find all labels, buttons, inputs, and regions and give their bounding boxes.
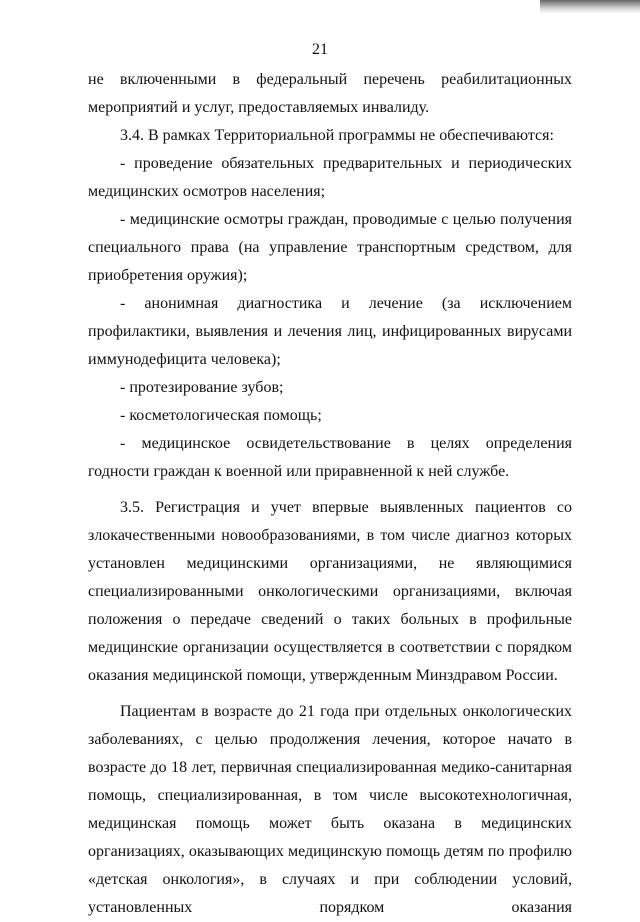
paragraph-section-3-4: 3.4. В рамках Территориальной программы не обеспечиваются: xyxy=(120,127,554,144)
list-item-special-right-exams: - медицинские осмотры граждан, проводимые с целью получения специального права (на управление транспортным средством, для приобретения оружия); xyxy=(88,211,572,284)
list-item-dental-prosthetics: - протезирование зубов; xyxy=(120,379,284,396)
paragraph-continuation: не включенными в федеральный перечень реабилитационных мероприятий и услуг, предоставляемых инвалиду. xyxy=(88,71,572,116)
page-number: 21 xyxy=(312,41,328,58)
list-item-cosmetology: - косметологическая помощь; xyxy=(120,407,322,424)
document-body xyxy=(88,66,572,922)
paragraph-patients-under-21: Пациентам в возрасте до 21 года при отдельных онкологических заболеваниях, с целью продолжения лечения, которое начато в возрасте до 18 лет, первичная специализированная медико-санитарная помощь, специализированная, в том числе высокотехнологичная, медицинская помощь может быть оказана в медицинских организациях, оказывающих медицинскую помощь детям по профилю «детская онкология», в случаях и при соблюдении условий, установленных порядком оказания xyxy=(88,703,572,916)
paragraph-section-3-5: 3.5. Регистрация и учет впервые выявленных пациентов со злокачественными новообразованиями, в том числе диагноз которых установлен медицинскими организациями, не являющимися специализированными онкологическими организациями, включая положения о передаче сведений о таких больных в профильные медицинские организации осуществляется в соответствии с порядком оказания медицинской помощи, утвержденным Минздравом России. xyxy=(88,499,572,684)
list-item-military-examination: - медицинское освидетельствование в целях определения годности граждан к военной или приравненной к ней службе. xyxy=(88,435,572,480)
scan-edge-artifact xyxy=(540,0,640,14)
list-item-preliminary-exams: - проведение обязательных предварительных и периодических медицинских осмотров населения; xyxy=(88,155,572,200)
list-item-anonymous-diagnostics: - анонимная диагностика и лечение (за исключением профилактики, выявления и лечения лиц, инфицированных вирусами иммунодефицита человека); xyxy=(88,295,572,368)
